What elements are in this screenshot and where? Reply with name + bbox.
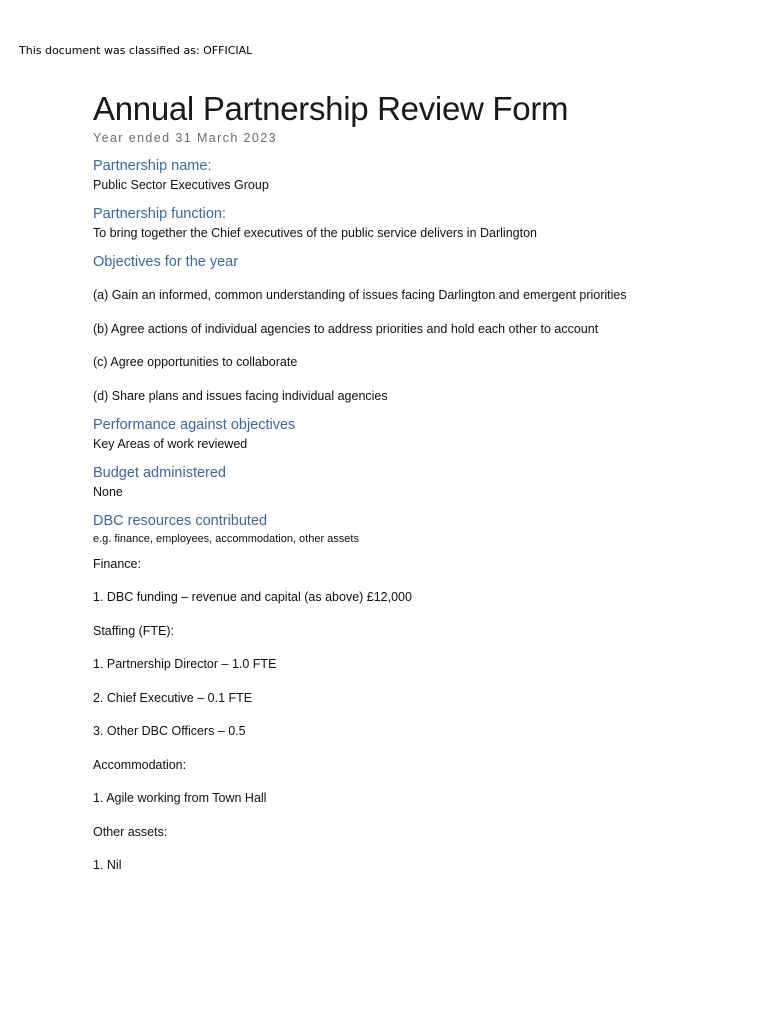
partnership-name-heading: Partnership name: — [93, 158, 212, 174]
performance-heading: Performance against objectives — [93, 416, 296, 433]
resource-other-assets-item: 1. Nil — [93, 858, 122, 873]
partnership-function-section — [93, 204, 733, 242]
budget-value: None — [93, 484, 123, 499]
resource-staffing-item-3: 3. Other DBC Officers – 0.5 — [93, 724, 246, 739]
resource-finance-label: Finance: — [93, 556, 141, 571]
budget-section — [93, 463, 733, 501]
resource-finance-item: 1. DBC funding – revenue and capital (as above) £12,000 — [93, 590, 412, 605]
page-title: Annual Partnership Review Form — [93, 90, 569, 127]
objectives-heading: Objectives for the year — [93, 254, 239, 270]
partnership-name-value: Public Sector Executives Group — [93, 178, 269, 192]
objectives-section — [93, 252, 733, 405]
resources-note: e.g. finance, employees, accommodation, other assets — [93, 532, 359, 545]
resource-staffing-item-1: 1. Partnership Director – 1.0 FTE — [93, 657, 277, 672]
objective-item-b: (b) Agree actions of individual agencies to address priorities and hold each other to account — [93, 321, 599, 336]
resource-accommodation-item: 1. Agile working from Town Hall — [93, 791, 267, 806]
objectives-list — [93, 286, 733, 405]
partnership-name-section — [93, 156, 733, 194]
objective-item-c: (c) Agree opportunities to collaborate — [93, 355, 298, 370]
classification-label: This document was classified as: OFFICIAL — [19, 44, 253, 57]
resource-accommodation-label: Accommodation: — [93, 757, 187, 772]
resources-heading: DBC resources contributed — [93, 512, 268, 529]
resource-other-assets-label: Other assets: — [93, 824, 168, 839]
objective-item-d: (d) Share plans and issues facing individual agencies — [93, 388, 388, 403]
performance-section — [93, 415, 733, 453]
form-body — [93, 88, 733, 890]
performance-value: Key Areas of work reviewed — [93, 436, 248, 451]
resources-section — [93, 511, 733, 875]
objective-item-a: (a) Gain an informed, common understanding of issues facing Darlington and emergent priorities — [93, 288, 627, 302]
resource-staffing-label: Staffing (FTE): — [93, 623, 175, 638]
budget-heading: Budget administered — [93, 464, 226, 481]
resources-list — [93, 555, 733, 875]
page-subtitle: Year ended 31 March 2023 — [93, 131, 277, 145]
partnership-function-heading: Partnership function: — [93, 206, 226, 222]
partnership-function-value: To bring together the Chief executives of the public service delivers in Darlington — [93, 226, 537, 240]
resource-staffing-item-2: 2. Chief Executive – 0.1 FTE — [93, 690, 253, 705]
